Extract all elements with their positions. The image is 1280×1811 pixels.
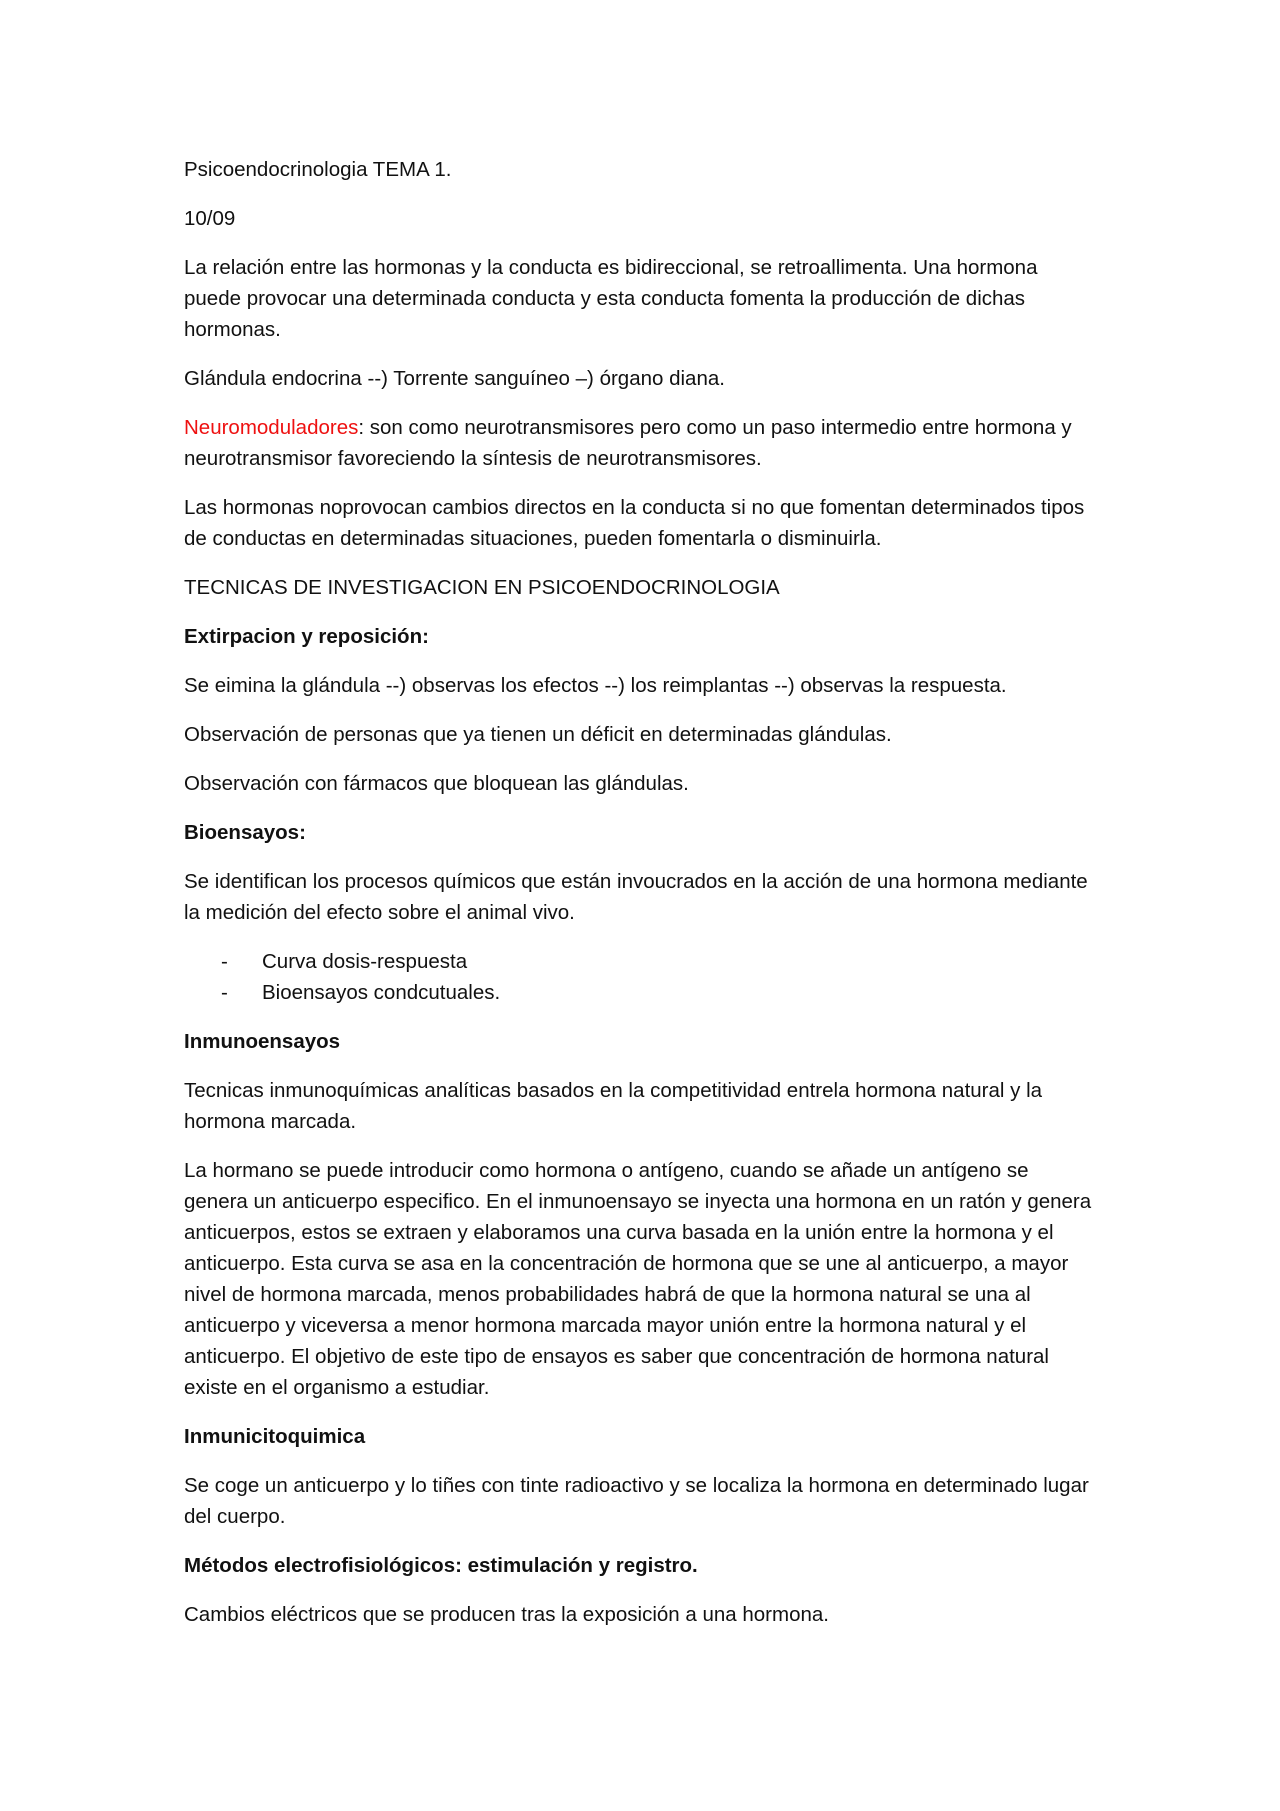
bioassays-heading: Bioensayos: — [184, 821, 306, 844]
list-item-text: Bioensayos condcutuales. — [262, 981, 501, 1004]
dash-bullet: - — [221, 950, 228, 973]
bioassays-paragraph: Se identifican los procesos químicos que están invoucrados en la acción de una hormona mediante la medición del efecto sobre el animal vivo. — [184, 870, 1088, 924]
extirpation-heading: Extirpacion y reposición: — [184, 625, 429, 648]
techniques-heading: TECNICAS DE INVESTIGACION EN PSICOENDOCRINOLOGIA — [184, 576, 780, 599]
electrophysiology-paragraph: Cambios eléctricos que se producen tras la exposición a una hormona. — [184, 1603, 829, 1626]
pathway-paragraph: Glándula endocrina --) Torrente sanguíneo –) órgano diana. — [184, 367, 725, 390]
bioassays-list — [184, 946, 1096, 1008]
immunoassays-heading: Inmunoensayos — [184, 1030, 341, 1053]
document-title: Psicoendocrinologia TEMA 1. — [184, 158, 452, 181]
neuromodulators-text: : son como neurotransmisores pero como un paso intermedio entre hormona y neurotransmisor favoreciendo la síntesis de neurotransmisores. — [184, 416, 1072, 470]
immunocytochemistry-heading: Inmunicitoquimica — [184, 1425, 366, 1448]
list-item — [184, 946, 1096, 977]
intro-paragraph: La relación entre las hormonas y la conducta es bidireccional, se retroallimenta. Una hormona puede provocar una determinada conducta y esta conducta fomenta la producción de dichas hormonas. — [184, 256, 1038, 341]
document-body — [184, 154, 1096, 1648]
list-item-text: Curva dosis-respuesta — [262, 950, 468, 973]
hormones-effect-paragraph: Las hormonas noprovocan cambios directos en la conducta si no que fomentan determinados tipos de conductas en determinadas situaciones, pueden fomentarla o disminuirla. — [184, 496, 1085, 550]
extirpation-paragraph-2: Observación de personas que ya tienen un déficit en determinadas glándulas. — [184, 723, 892, 746]
immunoassays-paragraph-2: La hormano se puede introducir como hormona o antígeno, cuando se añade un antígeno se genera un anticuerpo especifico. En el inmunoensayo se inyecta una hormona en un ratón y genera anticuerpos, estos se extraen y elaboramos una curva basada en la unión entre la hormona y el anticuerpo. Esta curva se asa en la concentración de hormona que se une al anticuerpo, a mayor nivel de hormona marcada, menos probabilidades habrá de que la hormona natural se una al anticuerpo y viceversa a menor hormona marcada mayor unión entre la hormona natural y el anticuerpo. El objetivo de este tipo de ensayos es saber que concentración de hormona natural existe en el organismo a estudiar. — [184, 1159, 1092, 1399]
immunoassays-paragraph-1: Tecnicas inmunoquímicas analíticas basados en la competitividad entrela hormona natural y la hormona marcada. — [184, 1079, 1043, 1133]
neuromodulators-term: Neuromoduladores — [184, 416, 359, 439]
dash-bullet: - — [221, 981, 228, 1004]
extirpation-paragraph-1: Se eimina la glándula --) observas los efectos --) los reimplantas --) observas la respuesta. — [184, 674, 1007, 697]
neuromodulators-paragraph — [184, 412, 1096, 474]
list-item — [184, 977, 1096, 1008]
extirpation-paragraph-3: Observación con fármacos que bloquean las glándulas. — [184, 772, 689, 795]
electrophysiology-heading: Métodos electrofisiológicos: estimulación y registro. — [184, 1554, 698, 1577]
document-date: 10/09 — [184, 207, 236, 230]
immunocytochemistry-paragraph: Se coge un anticuerpo y lo tiñes con tinte radioactivo y se localiza la hormona en determinado lugar del cuerpo. — [184, 1474, 1089, 1528]
